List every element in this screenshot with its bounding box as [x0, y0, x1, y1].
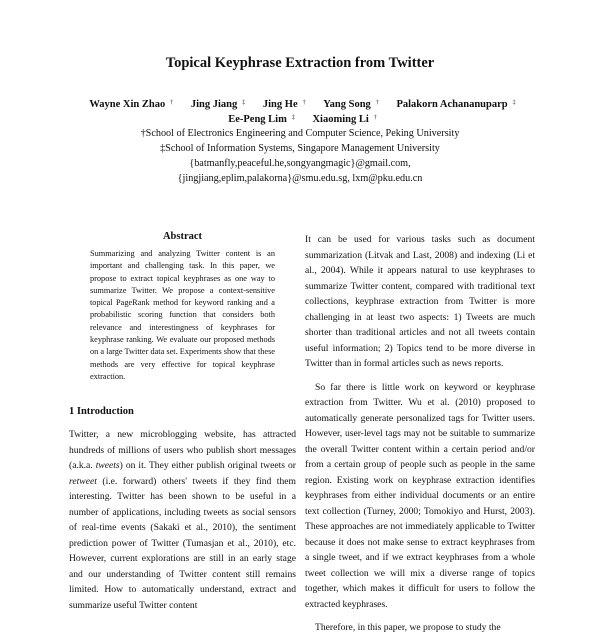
body-paragraph: So far there is little work on keyword or keyphrase extraction from Twitter. Wu et al. (2010) proposed to automatically generate personalized tags for Twitter users. However, user-level tags may not be suitable to summarize the overall Twitter content within a certain period and/or from a certain group of people such as people in the same region. Existing work on keyphrase extraction identifies keyphrases from either individual documents or an entire text collection (Turney, 2000; Tomokiyo and Hurst, 2003). These approaches are not immediately applicable to Twitter because it does not make sense to extract keyphrases from a single tweet, and if we extract keyphrases from a whole tweet collection we will mix a diverse range of topics together, which makes it difficult for users to follow the extracted keyphrases.	[305, 381, 535, 610]
author-line-2	[0, 112, 600, 127]
body-paragraph: It can be used for various tasks such as document summarization (Litvak and Last, 2008) and indexing (Li et al., 2004). While it appears natural to use keyphrases to summarize Twitter content, compared with traditional text collections, keyphrase extraction from Twitter is more challenging in at least two aspects: 1) Tweets are much shorter than traditional articles and not all tweets contain useful information; 2) Topics tend to be more diverse in Twitter than in formal articles such as news reports.	[305, 234, 535, 369]
affiliation-line: ‡School of Information Systems, Singapore Management University	[160, 143, 440, 154]
paper-title: Topical Keyphrase Extraction from Twitter	[165, 55, 435, 71]
author: Wayne Xin Zhao †	[89, 99, 174, 110]
body-paragraph: Therefore, in this paper, we propose to study the	[315, 622, 501, 633]
email-line: {jingjiang,eplim,palakorna}@smu.edu.sg, lxm@pku.edu.cn	[177, 173, 423, 184]
author: Palakorn Achananuparp ‡	[396, 99, 516, 110]
author-line-1	[0, 97, 600, 112]
author: Ee-Peng Lim ‡	[228, 114, 295, 125]
left-column	[69, 231, 296, 613]
abstract-text: Summarizing and analyzing Twitter content is an important and challenging task. In this paper, we propose to extract topical keyphrases as one way to summarize Twitter. We propose a context-sensitive topical PageRank method for keyword ranking and a probabilistic scoring function that considers both relevance and interestingness of keyphrases for keyphrase ranking. We evaluate our proposed methods on a large Twitter data set. Experiments show that these methods are very effective for topical keyphrase extraction.	[90, 249, 275, 381]
author: Jing He †	[262, 99, 306, 110]
right-column	[305, 232, 535, 636]
author: Xiaoming Li †	[312, 114, 377, 125]
author: Jing Jiang ‡	[190, 99, 246, 110]
author: Yang Song †	[323, 99, 379, 110]
body-paragraph: Twitter, a new microblogging website, has attracted hundreds of millions of users who publish short messages (a.k.a. tweets) on it. They either publish original tweets or retweet (i.e. forward) others' tweets if they find them interesting. Twitter has been shown to be useful in a number of applications, including tweets as social sensors of real-time events (Sakaki et al., 2010), the sentiment prediction power of Twitter (Tumasjan et al., 2010), etc. However, current explorations are still in an early stage and our understanding of Twitter content still remains limited. How to automatically understand, extract and summarize useful Twitter content	[69, 429, 296, 611]
section-heading: 1 Introduction	[69, 406, 134, 418]
email-line: {batmanfly,peaceful.he,songyangmagic}@gmail.com,	[189, 158, 411, 169]
abstract-heading: Abstract	[162, 231, 203, 242]
affiliation-line: †School of Electronics Engineering and Computer Science, Peking University	[140, 128, 460, 139]
